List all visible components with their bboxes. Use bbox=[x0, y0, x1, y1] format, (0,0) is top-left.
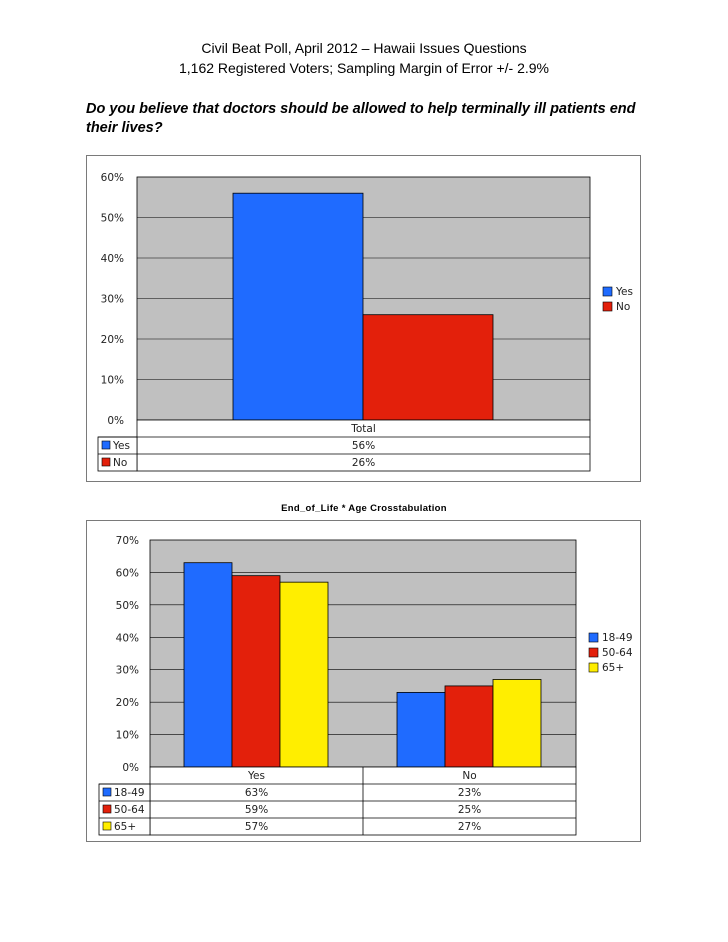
y-tick-label: 30% bbox=[100, 293, 124, 306]
table-key-swatch bbox=[103, 788, 111, 796]
y-tick-label: 20% bbox=[100, 334, 124, 346]
legend-swatch-yes bbox=[603, 287, 612, 296]
y-tick-label: 40% bbox=[115, 632, 139, 645]
category-label: No bbox=[462, 770, 477, 782]
y-tick-label: 60% bbox=[115, 567, 139, 580]
legend-label-18-49: 18-49 bbox=[602, 632, 633, 644]
crosstab-chart-title: End_of_Life * Age Crosstabulation bbox=[281, 503, 447, 514]
y-tick-label: 20% bbox=[115, 697, 139, 710]
table-key-swatch bbox=[102, 441, 110, 449]
category-label: Yes bbox=[248, 770, 265, 782]
table-row-label: 65+ bbox=[114, 821, 137, 833]
legend-label-no: No bbox=[616, 301, 631, 313]
bar-no-total bbox=[363, 315, 493, 420]
header-subtitle: 1,162 Registered Voters; Sampling Margin of Error +/- 2.9% bbox=[178, 60, 549, 76]
legend-label-yes: Yes bbox=[616, 286, 633, 298]
y-tick-label: 0% bbox=[122, 762, 139, 774]
bar-18-49-no bbox=[397, 692, 445, 767]
table-row-label: Yes bbox=[113, 440, 130, 452]
y-tick-label: 30% bbox=[115, 664, 139, 677]
bar-18-49-yes bbox=[184, 563, 232, 767]
table-key-swatch bbox=[103, 805, 111, 813]
y-tick-label: 40% bbox=[100, 253, 124, 265]
legend-label-65: 65+ bbox=[602, 662, 625, 674]
data-label-50-64-no: 25% bbox=[457, 804, 482, 816]
table-key-swatch bbox=[103, 822, 111, 830]
legend-swatch-65 bbox=[589, 663, 598, 672]
data-label-yes-total: 56% bbox=[351, 440, 376, 452]
y-tick-label: 50% bbox=[100, 212, 124, 225]
table-row-label: No bbox=[113, 457, 128, 469]
data-label-65-yes: 57% bbox=[244, 821, 269, 833]
y-tick-label: 60% bbox=[100, 172, 124, 184]
y-tick-label: 0% bbox=[107, 415, 124, 427]
table-row-label: 50-64 bbox=[114, 804, 145, 816]
bar-yes-total bbox=[233, 193, 363, 420]
y-tick-label: 10% bbox=[115, 729, 139, 742]
data-label-50-64-yes: 59% bbox=[244, 804, 269, 816]
legend-label-50-64: 50-64 bbox=[602, 647, 633, 659]
table-key-swatch bbox=[102, 458, 110, 466]
table-row-label: 18-49 bbox=[114, 787, 145, 799]
survey-question: Do you believe that doctors should be allowed to help terminally ill patients end their lives? bbox=[86, 101, 636, 136]
legend-swatch-18-49 bbox=[589, 633, 598, 642]
bar-65-yes bbox=[280, 582, 328, 767]
category-label: Total bbox=[351, 423, 376, 435]
data-label-no-total: 26% bbox=[351, 457, 376, 469]
y-tick-label: 70% bbox=[115, 535, 139, 547]
legend-swatch-no bbox=[603, 302, 612, 311]
data-label-18-49-no: 23% bbox=[457, 787, 482, 799]
data-label-18-49-yes: 63% bbox=[244, 787, 269, 799]
header-title: Civil Beat Poll, April 2012 – Hawaii Issues Questions bbox=[201, 40, 527, 56]
y-tick-label: 10% bbox=[100, 374, 124, 387]
legend-swatch-50-64 bbox=[589, 648, 598, 657]
y-tick-label: 50% bbox=[115, 599, 139, 612]
bar-65-no bbox=[493, 679, 541, 767]
bar-50-64-no bbox=[445, 686, 493, 767]
data-label-65-no: 27% bbox=[457, 821, 482, 833]
bar-50-64-yes bbox=[232, 576, 280, 767]
